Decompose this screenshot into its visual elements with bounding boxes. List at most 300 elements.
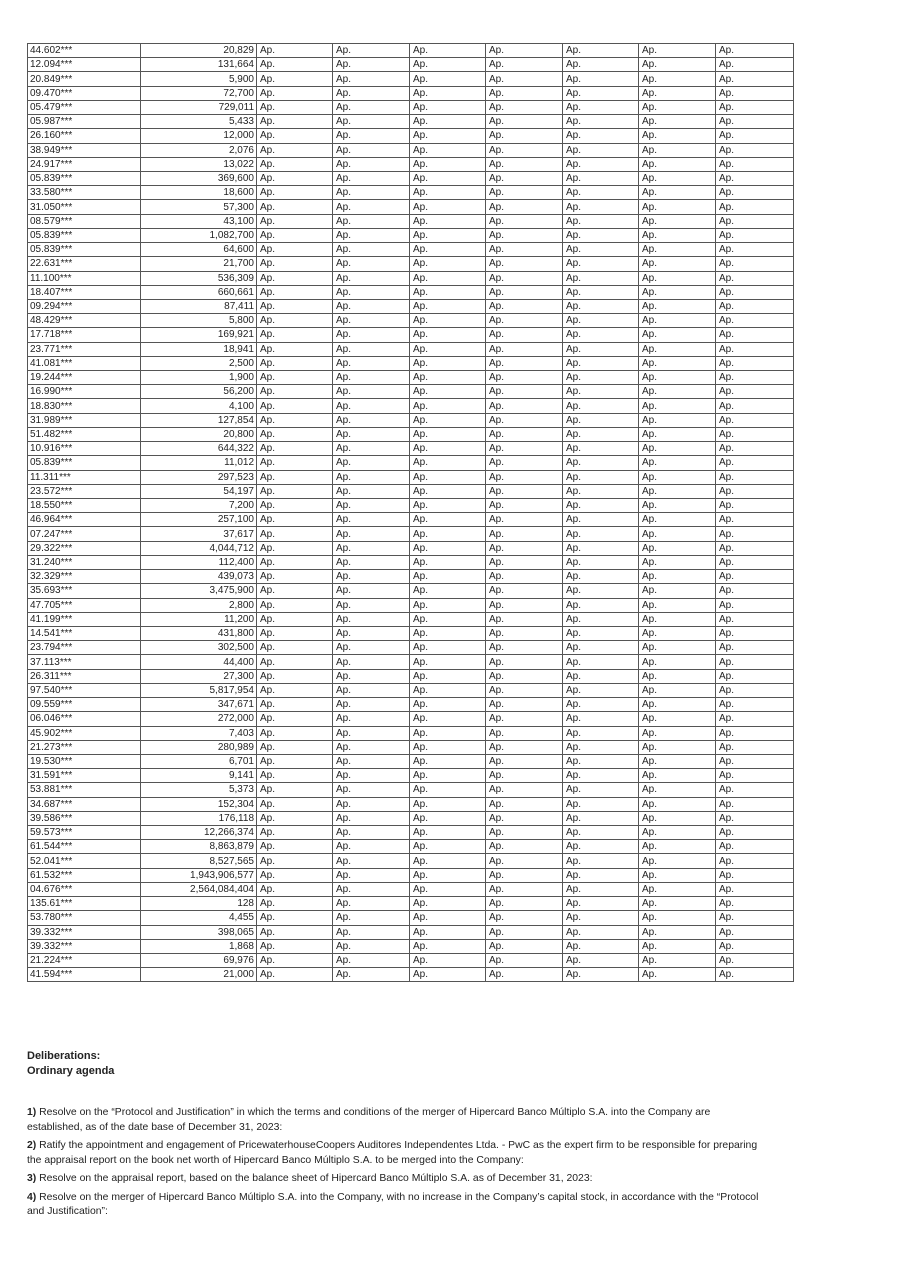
- vote-cell: Ap.: [333, 484, 410, 498]
- shares-cell: 347,671: [141, 698, 257, 712]
- vote-cell: Ap.: [257, 882, 333, 896]
- vote-cell: Ap.: [257, 641, 333, 655]
- vote-cell: Ap.: [333, 683, 410, 697]
- vote-cell: Ap.: [410, 555, 486, 569]
- vote-cell: Ap.: [639, 243, 716, 257]
- vote-cell: Ap.: [410, 58, 486, 72]
- vote-cell: Ap.: [716, 100, 794, 114]
- vote-cell: Ap.: [257, 470, 333, 484]
- vote-cell: Ap.: [716, 698, 794, 712]
- vote-cell: Ap.: [410, 541, 486, 555]
- shareholder-id-cell: 24.917***: [28, 157, 141, 171]
- shareholder-id-cell: 09.294***: [28, 299, 141, 313]
- vote-cell: Ap.: [333, 356, 410, 370]
- vote-cell: Ap.: [333, 499, 410, 513]
- vote-cell: Ap.: [333, 271, 410, 285]
- shareholder-id-cell: 19.530***: [28, 754, 141, 768]
- shares-cell: 7,403: [141, 726, 257, 740]
- shares-cell: 5,433: [141, 115, 257, 129]
- vote-cell: Ap.: [639, 598, 716, 612]
- table-row: [28, 712, 794, 726]
- shares-cell: 1,943,906,577: [141, 868, 257, 882]
- vote-cell: Ap.: [716, 285, 794, 299]
- vote-cell: Ap.: [563, 911, 639, 925]
- vote-cell: Ap.: [410, 129, 486, 143]
- vote-cell: Ap.: [563, 399, 639, 413]
- table-row: [28, 314, 794, 328]
- vote-cell: Ap.: [563, 44, 639, 58]
- vote-cell: Ap.: [486, 442, 563, 456]
- vote-cell: Ap.: [716, 484, 794, 498]
- vote-cell: Ap.: [716, 811, 794, 825]
- shareholder-id-cell: 11.100***: [28, 271, 141, 285]
- vote-cell: Ap.: [563, 854, 639, 868]
- vote-cell: Ap.: [410, 570, 486, 584]
- vote-cell: Ap.: [410, 257, 486, 271]
- vote-cell: Ap.: [716, 527, 794, 541]
- vote-cell: Ap.: [257, 285, 333, 299]
- vote-cell: Ap.: [639, 939, 716, 953]
- agenda-item-text: Resolve on the “Protocol and Justification” in which the terms and conditions of the merger of Hipercard Banco Múltiplo S.A. into the Company are established, as of the date base of December 31, 2023:: [27, 1107, 711, 1133]
- shareholder-id-cell: 12.094***: [28, 58, 141, 72]
- vote-cell: Ap.: [639, 371, 716, 385]
- vote-cell: Ap.: [486, 754, 563, 768]
- vote-cell: Ap.: [716, 44, 794, 58]
- vote-cell: Ap.: [563, 228, 639, 242]
- vote-cell: Ap.: [563, 868, 639, 882]
- vote-cell: Ap.: [639, 342, 716, 356]
- vote-cell: Ap.: [333, 299, 410, 313]
- vote-cell: Ap.: [410, 598, 486, 612]
- vote-cell: Ap.: [486, 186, 563, 200]
- vote-cell: Ap.: [563, 356, 639, 370]
- shareholder-id-cell: 08.579***: [28, 214, 141, 228]
- vote-cell: Ap.: [563, 683, 639, 697]
- shares-cell: 272,000: [141, 712, 257, 726]
- vote-cell: Ap.: [410, 200, 486, 214]
- vote-cell: Ap.: [410, 44, 486, 58]
- table-row: [28, 356, 794, 370]
- shareholder-id-cell: 47.705***: [28, 598, 141, 612]
- vote-cell: Ap.: [257, 385, 333, 399]
- vote-cell: Ap.: [639, 314, 716, 328]
- shares-cell: 69,976: [141, 954, 257, 968]
- vote-cell: Ap.: [639, 100, 716, 114]
- shares-cell: 297,523: [141, 470, 257, 484]
- vote-cell: Ap.: [257, 939, 333, 953]
- vote-cell: Ap.: [257, 399, 333, 413]
- vote-cell: Ap.: [639, 826, 716, 840]
- table-row: [28, 783, 794, 797]
- vote-cell: Ap.: [716, 712, 794, 726]
- vote-cell: Ap.: [257, 897, 333, 911]
- vote-cell: Ap.: [410, 171, 486, 185]
- shareholder-id-cell: 48.429***: [28, 314, 141, 328]
- shares-cell: 128: [141, 897, 257, 911]
- vote-cell: Ap.: [257, 769, 333, 783]
- vote-cell: Ap.: [257, 612, 333, 626]
- vote-cell: Ap.: [486, 797, 563, 811]
- table-row: [28, 754, 794, 768]
- vote-cell: Ap.: [563, 86, 639, 100]
- vote-cell: Ap.: [333, 456, 410, 470]
- table-row: [28, 129, 794, 143]
- vote-cell: Ap.: [716, 897, 794, 911]
- vote-cell: Ap.: [716, 925, 794, 939]
- vote-cell: Ap.: [716, 214, 794, 228]
- shares-cell: 72,700: [141, 86, 257, 100]
- vote-cell: Ap.: [257, 854, 333, 868]
- voting-table: [27, 43, 794, 982]
- shares-cell: 280,989: [141, 740, 257, 754]
- shares-cell: 729,011: [141, 100, 257, 114]
- vote-cell: Ap.: [333, 882, 410, 896]
- shareholder-id-cell: 41.594***: [28, 968, 141, 982]
- shares-cell: 87,411: [141, 299, 257, 313]
- shares-cell: 4,044,712: [141, 541, 257, 555]
- table-row: [28, 86, 794, 100]
- vote-cell: Ap.: [486, 868, 563, 882]
- vote-cell: Ap.: [333, 939, 410, 953]
- vote-cell: Ap.: [563, 243, 639, 257]
- vote-cell: Ap.: [716, 58, 794, 72]
- vote-cell: Ap.: [563, 797, 639, 811]
- vote-cell: Ap.: [486, 100, 563, 114]
- vote-cell: Ap.: [257, 342, 333, 356]
- vote-cell: Ap.: [333, 72, 410, 86]
- vote-cell: Ap.: [639, 456, 716, 470]
- vote-cell: Ap.: [410, 342, 486, 356]
- shareholder-id-cell: 53.881***: [28, 783, 141, 797]
- table-row: [28, 826, 794, 840]
- shares-cell: 536,309: [141, 271, 257, 285]
- vote-cell: Ap.: [639, 541, 716, 555]
- table-row: [28, 328, 794, 342]
- vote-cell: Ap.: [639, 698, 716, 712]
- shares-cell: 21,700: [141, 257, 257, 271]
- vote-cell: Ap.: [257, 754, 333, 768]
- vote-cell: Ap.: [486, 271, 563, 285]
- table-row: [28, 100, 794, 114]
- shareholder-id-cell: 34.687***: [28, 797, 141, 811]
- vote-cell: Ap.: [333, 598, 410, 612]
- table-row: [28, 115, 794, 129]
- table-row: [28, 385, 794, 399]
- vote-cell: Ap.: [563, 299, 639, 313]
- vote-cell: Ap.: [257, 328, 333, 342]
- table-row: [28, 641, 794, 655]
- vote-cell: Ap.: [333, 200, 410, 214]
- vote-cell: Ap.: [639, 882, 716, 896]
- table-row: [28, 769, 794, 783]
- table-row: [28, 811, 794, 825]
- vote-cell: Ap.: [716, 470, 794, 484]
- shareholder-id-cell: 21.224***: [28, 954, 141, 968]
- table-row: [28, 257, 794, 271]
- vote-cell: Ap.: [410, 911, 486, 925]
- vote-cell: Ap.: [639, 186, 716, 200]
- vote-cell: Ap.: [639, 427, 716, 441]
- shareholder-id-cell: 59.573***: [28, 826, 141, 840]
- vote-cell: Ap.: [639, 726, 716, 740]
- table-row: [28, 698, 794, 712]
- vote-cell: Ap.: [716, 157, 794, 171]
- vote-cell: Ap.: [563, 655, 639, 669]
- vote-cell: Ap.: [333, 314, 410, 328]
- table-row: [28, 243, 794, 257]
- shares-cell: 644,322: [141, 442, 257, 456]
- shareholder-id-cell: 14.541***: [28, 626, 141, 640]
- table-row: [28, 570, 794, 584]
- agenda-item-number: 1): [27, 1107, 37, 1118]
- table-row: [28, 968, 794, 982]
- shareholder-id-cell: 07.247***: [28, 527, 141, 541]
- vote-cell: Ap.: [410, 72, 486, 86]
- vote-cell: Ap.: [716, 271, 794, 285]
- shareholder-id-cell: 11.311***: [28, 470, 141, 484]
- vote-cell: Ap.: [410, 399, 486, 413]
- vote-cell: Ap.: [716, 882, 794, 896]
- table-row: [28, 797, 794, 811]
- vote-cell: Ap.: [333, 214, 410, 228]
- vote-cell: Ap.: [257, 442, 333, 456]
- vote-cell: Ap.: [410, 243, 486, 257]
- vote-cell: Ap.: [333, 570, 410, 584]
- vote-cell: Ap.: [563, 882, 639, 896]
- vote-cell: Ap.: [333, 754, 410, 768]
- shares-cell: 21,000: [141, 968, 257, 982]
- shares-cell: 8,863,879: [141, 840, 257, 854]
- vote-cell: Ap.: [486, 285, 563, 299]
- shares-cell: 152,304: [141, 797, 257, 811]
- shares-cell: 44,400: [141, 655, 257, 669]
- table-row: [28, 228, 794, 242]
- shares-cell: 56,200: [141, 385, 257, 399]
- vote-cell: Ap.: [486, 200, 563, 214]
- vote-cell: Ap.: [410, 868, 486, 882]
- vote-cell: Ap.: [257, 868, 333, 882]
- vote-cell: Ap.: [639, 228, 716, 242]
- vote-cell: Ap.: [639, 669, 716, 683]
- vote-cell: Ap.: [486, 58, 563, 72]
- table-row: [28, 897, 794, 911]
- vote-cell: Ap.: [563, 954, 639, 968]
- table-row: [28, 44, 794, 58]
- vote-cell: Ap.: [639, 797, 716, 811]
- shares-cell: 176,118: [141, 811, 257, 825]
- vote-cell: Ap.: [563, 513, 639, 527]
- shares-cell: 13,022: [141, 157, 257, 171]
- table-row: [28, 655, 794, 669]
- vote-cell: Ap.: [333, 740, 410, 754]
- vote-cell: Ap.: [333, 527, 410, 541]
- table-row: [28, 299, 794, 313]
- vote-cell: Ap.: [563, 129, 639, 143]
- table-row: [28, 285, 794, 299]
- shares-cell: 4,100: [141, 399, 257, 413]
- vote-cell: Ap.: [257, 58, 333, 72]
- vote-cell: Ap.: [333, 385, 410, 399]
- vote-cell: Ap.: [410, 371, 486, 385]
- vote-cell: Ap.: [486, 954, 563, 968]
- table-row: [28, 868, 794, 882]
- vote-cell: Ap.: [639, 584, 716, 598]
- shares-cell: 131,664: [141, 58, 257, 72]
- vote-cell: Ap.: [410, 413, 486, 427]
- shareholder-id-cell: 05.839***: [28, 171, 141, 185]
- vote-cell: Ap.: [639, 626, 716, 640]
- vote-cell: Ap.: [333, 897, 410, 911]
- shares-cell: 2,076: [141, 143, 257, 157]
- table-row: [28, 726, 794, 740]
- vote-cell: Ap.: [410, 655, 486, 669]
- vote-cell: Ap.: [257, 314, 333, 328]
- vote-cell: Ap.: [257, 598, 333, 612]
- vote-cell: Ap.: [563, 840, 639, 854]
- vote-cell: Ap.: [333, 641, 410, 655]
- vote-cell: Ap.: [486, 456, 563, 470]
- vote-cell: Ap.: [639, 740, 716, 754]
- vote-cell: Ap.: [333, 797, 410, 811]
- shareholder-id-cell: 19.244***: [28, 371, 141, 385]
- vote-cell: Ap.: [333, 712, 410, 726]
- vote-cell: Ap.: [486, 484, 563, 498]
- vote-cell: Ap.: [486, 243, 563, 257]
- vote-cell: Ap.: [716, 342, 794, 356]
- vote-cell: Ap.: [410, 712, 486, 726]
- vote-cell: Ap.: [486, 541, 563, 555]
- shares-cell: 439,073: [141, 570, 257, 584]
- vote-cell: Ap.: [716, 612, 794, 626]
- vote-cell: Ap.: [410, 854, 486, 868]
- vote-cell: Ap.: [639, 555, 716, 569]
- vote-cell: Ap.: [257, 712, 333, 726]
- vote-cell: Ap.: [257, 427, 333, 441]
- vote-cell: Ap.: [333, 328, 410, 342]
- shareholder-id-cell: 61.532***: [28, 868, 141, 882]
- shareholder-id-cell: 10.916***: [28, 442, 141, 456]
- shares-cell: 5,373: [141, 783, 257, 797]
- vote-cell: Ap.: [486, 115, 563, 129]
- shareholder-id-cell: 09.470***: [28, 86, 141, 100]
- shares-cell: 4,455: [141, 911, 257, 925]
- vote-cell: Ap.: [716, 769, 794, 783]
- vote-cell: Ap.: [410, 698, 486, 712]
- vote-cell: Ap.: [410, 527, 486, 541]
- table-row: [28, 456, 794, 470]
- vote-cell: Ap.: [639, 783, 716, 797]
- vote-cell: Ap.: [716, 655, 794, 669]
- table-row: [28, 527, 794, 541]
- shareholder-id-cell: 32.329***: [28, 570, 141, 584]
- vote-cell: Ap.: [333, 470, 410, 484]
- vote-cell: Ap.: [333, 399, 410, 413]
- vote-cell: Ap.: [716, 726, 794, 740]
- shareholder-id-cell: 05.479***: [28, 100, 141, 114]
- vote-cell: Ap.: [257, 570, 333, 584]
- shareholder-id-cell: 16.990***: [28, 385, 141, 399]
- shareholder-id-cell: 37.113***: [28, 655, 141, 669]
- shares-cell: 18,941: [141, 342, 257, 356]
- vote-cell: Ap.: [716, 243, 794, 257]
- vote-cell: Ap.: [410, 882, 486, 896]
- vote-cell: Ap.: [639, 157, 716, 171]
- shares-cell: 12,000: [141, 129, 257, 143]
- shareholder-id-cell: 31.989***: [28, 413, 141, 427]
- vote-cell: Ap.: [333, 115, 410, 129]
- vote-cell: Ap.: [639, 968, 716, 982]
- vote-cell: Ap.: [486, 826, 563, 840]
- table-row: [28, 499, 794, 513]
- vote-cell: Ap.: [563, 499, 639, 513]
- vote-cell: Ap.: [257, 157, 333, 171]
- agenda-item-text: Resolve on the appraisal report, based on the balance sheet of Hipercard Banco Múltiplo S.A. as of December 31, 2023:: [39, 1173, 593, 1184]
- vote-cell: Ap.: [333, 769, 410, 783]
- shares-cell: 43,100: [141, 214, 257, 228]
- vote-cell: Ap.: [563, 157, 639, 171]
- vote-cell: Ap.: [486, 314, 563, 328]
- agenda-item-number: 4): [27, 1191, 37, 1203]
- vote-cell: Ap.: [410, 626, 486, 640]
- vote-cell: Ap.: [257, 499, 333, 513]
- vote-cell: Ap.: [333, 143, 410, 157]
- vote-cell: Ap.: [716, 442, 794, 456]
- vote-cell: Ap.: [639, 612, 716, 626]
- vote-cell: Ap.: [716, 72, 794, 86]
- shareholder-id-cell: 61.544***: [28, 840, 141, 854]
- shares-cell: 37,617: [141, 527, 257, 541]
- vote-cell: Ap.: [716, 541, 794, 555]
- vote-cell: Ap.: [563, 72, 639, 86]
- vote-cell: Ap.: [257, 783, 333, 797]
- shareholder-id-cell: 20.849***: [28, 72, 141, 86]
- table-row: [28, 470, 794, 484]
- vote-cell: Ap.: [257, 584, 333, 598]
- shareholder-id-cell: 05.987***: [28, 115, 141, 129]
- vote-cell: Ap.: [410, 86, 486, 100]
- shareholder-id-cell: 23.771***: [28, 342, 141, 356]
- vote-cell: Ap.: [716, 228, 794, 242]
- vote-cell: Ap.: [563, 698, 639, 712]
- vote-cell: Ap.: [716, 641, 794, 655]
- vote-cell: Ap.: [716, 356, 794, 370]
- shares-cell: 2,500: [141, 356, 257, 370]
- table-row: [28, 399, 794, 413]
- vote-cell: Ap.: [333, 655, 410, 669]
- shares-cell: 257,100: [141, 513, 257, 527]
- vote-cell: Ap.: [639, 328, 716, 342]
- shareholder-id-cell: 53.780***: [28, 911, 141, 925]
- table-row: [28, 157, 794, 171]
- vote-cell: Ap.: [410, 499, 486, 513]
- vote-cell: Ap.: [333, 427, 410, 441]
- vote-cell: Ap.: [716, 939, 794, 953]
- vote-cell: Ap.: [486, 399, 563, 413]
- vote-cell: Ap.: [716, 314, 794, 328]
- vote-cell: Ap.: [639, 171, 716, 185]
- vote-cell: Ap.: [410, 939, 486, 953]
- vote-cell: Ap.: [410, 356, 486, 370]
- vote-cell: Ap.: [410, 811, 486, 825]
- table-row: [28, 427, 794, 441]
- vote-cell: Ap.: [410, 115, 486, 129]
- vote-cell: Ap.: [486, 612, 563, 626]
- vote-cell: Ap.: [486, 228, 563, 242]
- shareholder-id-cell: 52.041***: [28, 854, 141, 868]
- vote-cell: Ap.: [486, 740, 563, 754]
- vote-cell: Ap.: [333, 157, 410, 171]
- vote-cell: Ap.: [563, 171, 639, 185]
